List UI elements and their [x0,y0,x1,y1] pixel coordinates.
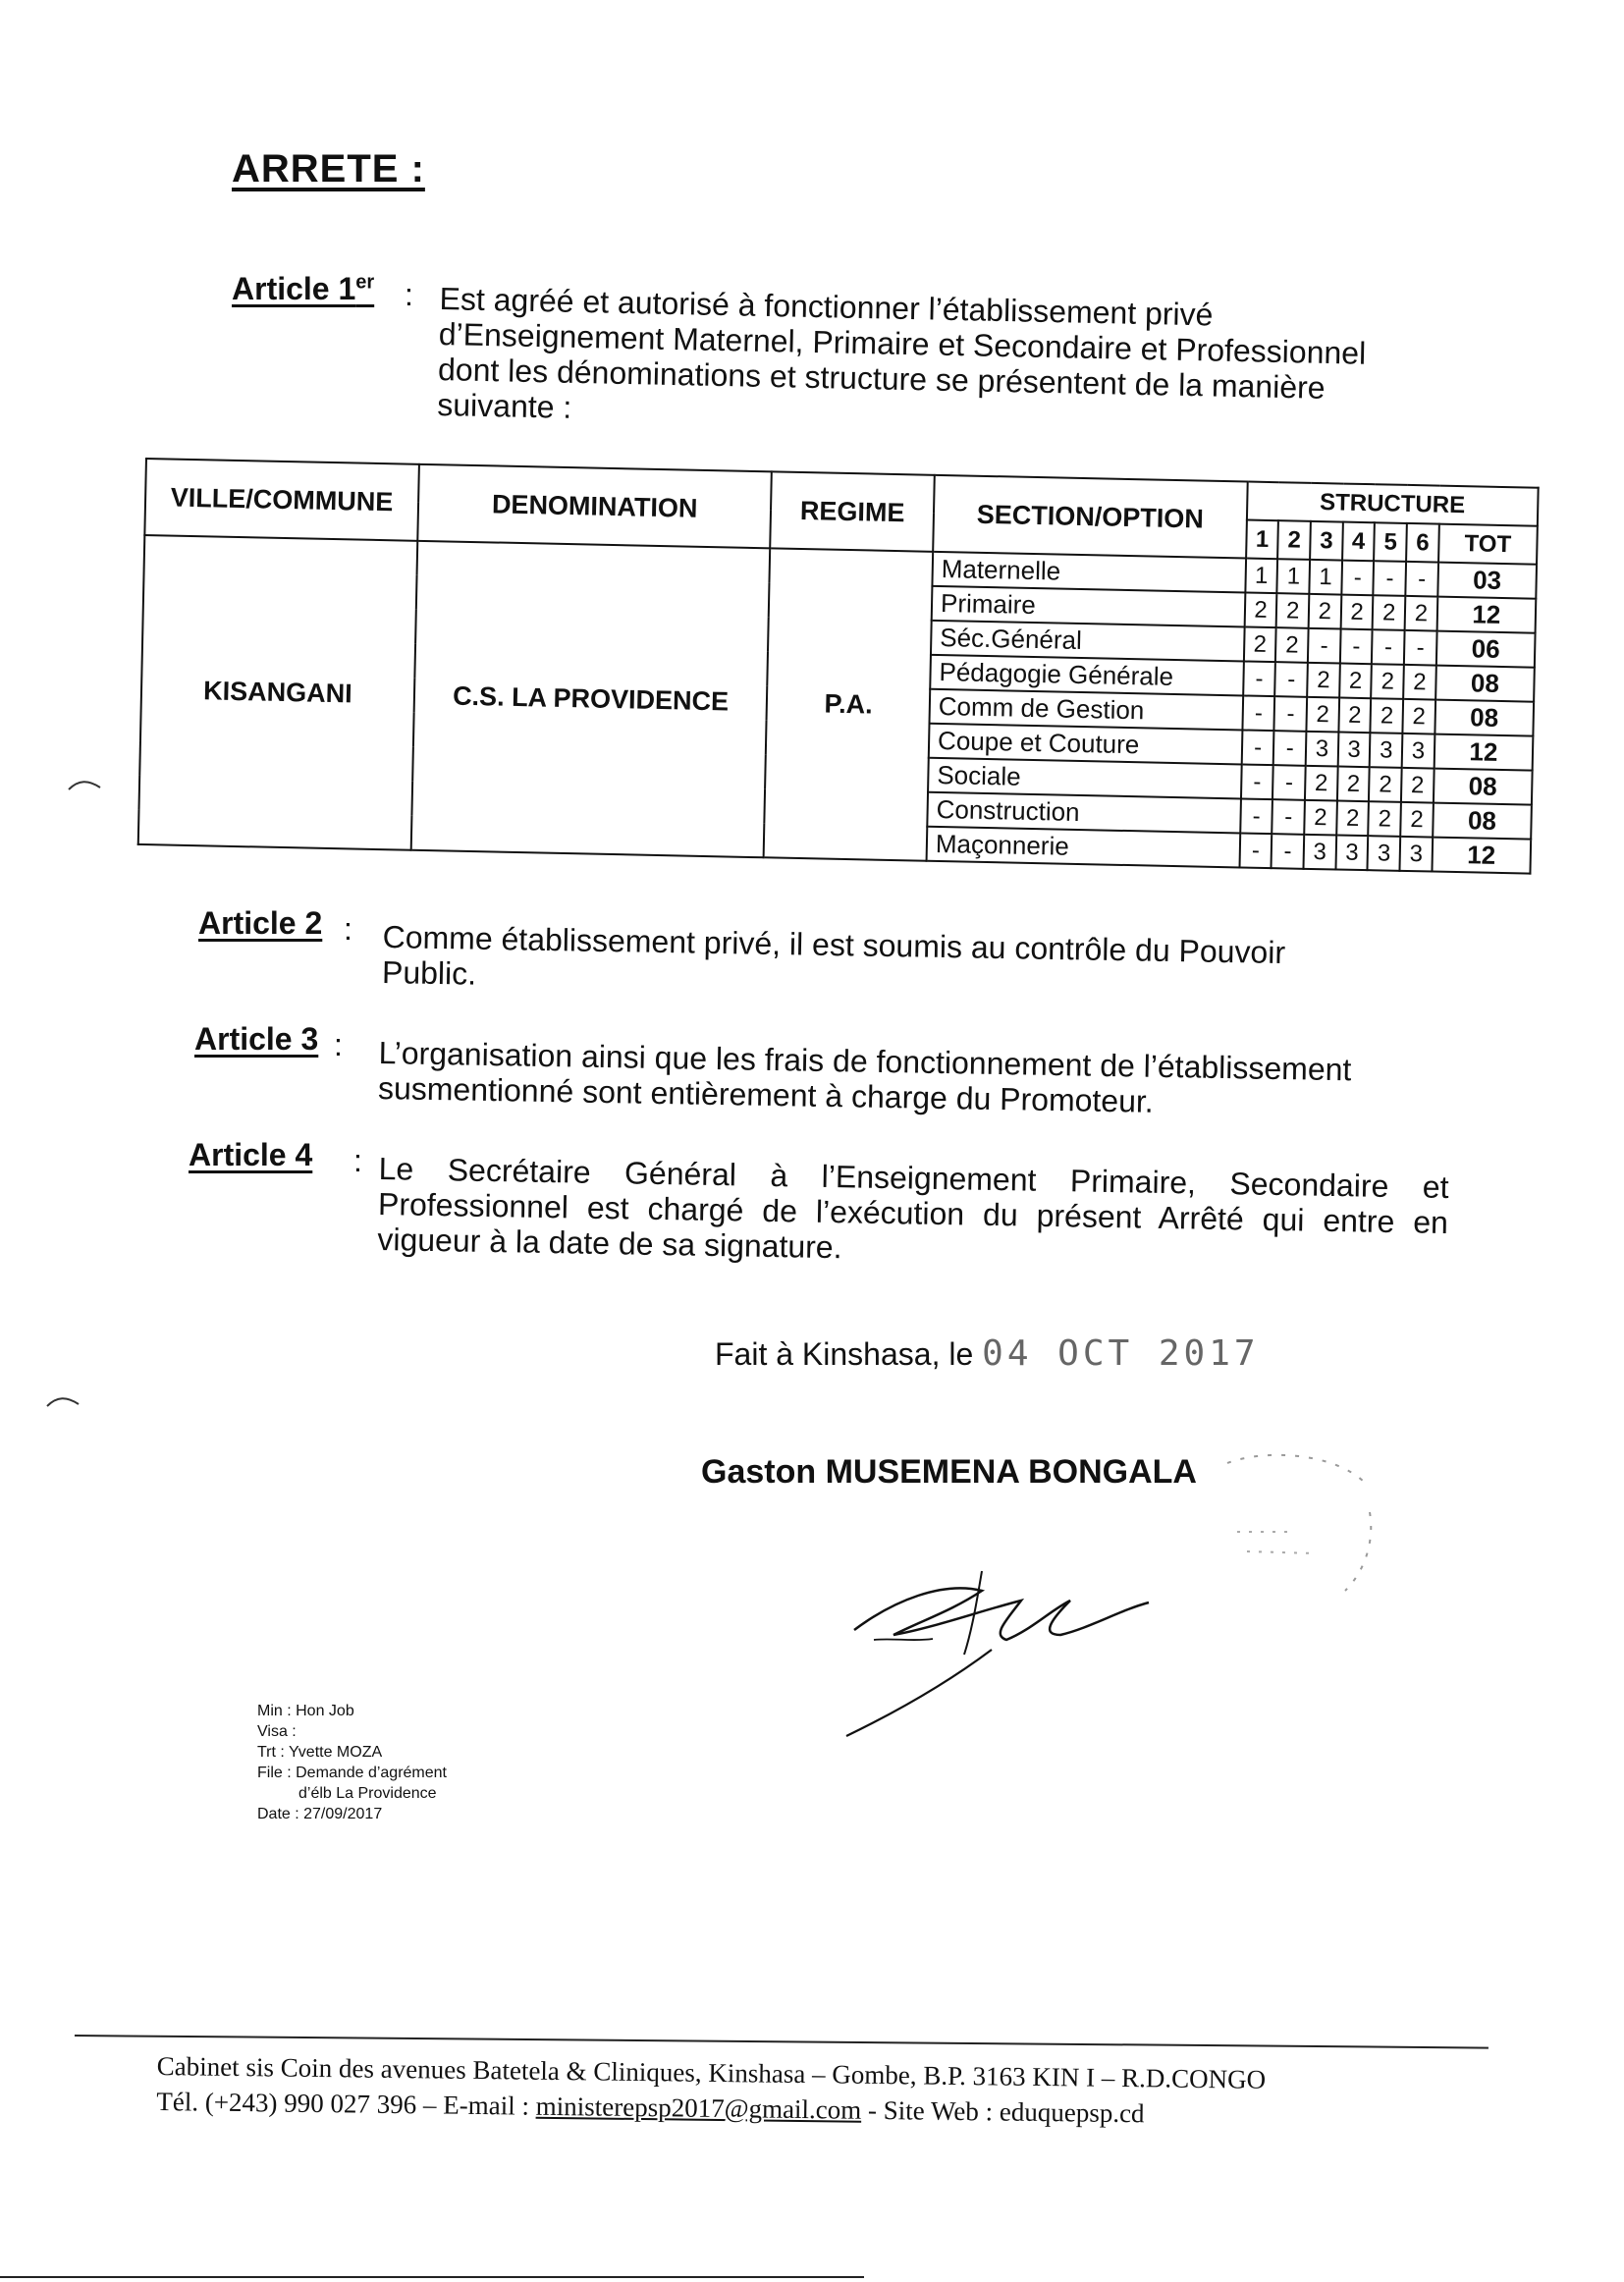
footer-phone: Tél. (+243) 990 027 396 – E-mail : [156,2086,530,2121]
cell-value: 3 [1306,732,1338,767]
cell-value: - [1308,628,1340,664]
article-4-label: Article 4 [189,1137,313,1172]
article-2-label: Article 2 [198,905,323,941]
col-denomination: DENOMINATION [417,464,772,549]
cell-value: - [1272,799,1305,835]
cell-value: 2 [1339,664,1372,699]
col-regime: REGIME [771,471,935,551]
cell-value: 2 [1369,767,1401,802]
cell-value: 2 [1400,802,1433,838]
article-4-colon: : [353,1143,362,1178]
article-2-text: Comme établissement privé, il est soumis au contrôle du Pouvoir Public. [381,919,1286,992]
structure-table [137,458,1540,875]
col-structure: STRUCTURE [1247,482,1539,526]
col-year-6: 6 [1406,523,1438,563]
cell-value: 2 [1340,595,1373,630]
cell-section: Primaire [932,586,1245,627]
cell-value: 2 [1337,767,1370,802]
cell-value: 2 [1338,698,1371,734]
footer-address: Cabinet sis Coin des avenues Batetela & Cliniques, Kinshasa – Gombe, B.P. 3163 KIN I – R.D.CONGO [156,2050,1267,2094]
cell-section: Maternelle [932,552,1245,593]
signature-icon [835,1542,1159,1738]
article-1-colon: : [405,277,413,312]
cell-value: 2 [1369,801,1401,837]
margin-mark-icon [43,1392,82,1412]
cell-value: - [1243,661,1275,696]
cell-value: - [1239,833,1272,868]
col-year-2: 2 [1277,520,1310,560]
cell-value: 3 [1402,734,1435,769]
cell-value: 2 [1401,768,1434,803]
cell-value: - [1341,561,1374,596]
cell-value: - [1275,662,1308,697]
cell-value: 2 [1276,593,1309,628]
col-year-3: 3 [1310,521,1342,561]
ref-line: d’élb La Providence [298,1785,437,1802]
cell-value: - [1372,629,1404,665]
article-2-colon: : [344,911,352,947]
cell-value: - [1273,731,1306,766]
article-1-label [232,271,374,307]
cell-denomination: C.S. LA PROVIDENCE [411,541,771,857]
cell-value: 2 [1307,663,1339,698]
footer-website: - Site Web : eduquepsp.cd [867,2094,1145,2129]
cell-value: 2 [1305,766,1337,801]
col-section: SECTION/OPTION [933,475,1247,559]
cell-total: 08 [1435,666,1535,702]
article-1-label-sup: er [355,271,375,294]
cell-value: - [1241,730,1273,765]
stamp-icon [1208,1443,1384,1610]
cell-value: 2 [1244,592,1276,627]
cell-total: 06 [1436,631,1536,668]
cell-value: 3 [1368,836,1400,871]
cell-value: 2 [1304,800,1336,836]
col-ville: VILLE/COMMUNE [144,459,418,541]
article-3-colon: : [334,1027,343,1062]
article-1-label-text: Article 1 [232,271,356,306]
article-1-text: Est agréé et autorisé à fonctionner l’établissement privé d’Enseignement Maternel, Primaire et Secondaire et Professionnel dont les dénominations et structure se présentent de la manière suivante : [436,281,1367,425]
cell-value: 2 [1405,596,1437,631]
bottom-rule [0,2276,864,2278]
cell-value: - [1374,561,1406,596]
cell-value: - [1241,764,1273,799]
ref-line: File : Demande d’agrément [257,1765,447,1781]
cell-value: 1 [1309,560,1341,595]
cell-value: 3 [1337,733,1370,768]
cell-section: Construction [927,792,1240,834]
cell-total: 12 [1432,838,1531,874]
place-date-text: Fait à Kinshasa, le [715,1336,974,1372]
cell-section: Coupe et Couture [929,724,1242,765]
cell-value: 2 [1371,698,1403,734]
place-date-line [715,1333,1260,1374]
cell-value: 2 [1306,697,1338,733]
cell-section: Maçonnerie [927,827,1240,868]
cell-value: 2 [1309,594,1341,629]
cell-value: 2 [1275,627,1308,663]
article-4-text: Le Secrétaire Général à l’Enseignement Primaire, Secondaire et Professionnel est chargé de l’exécution du présent Arrêté qui entre en vigueur à la date de sa signature. [377,1151,1449,1266]
cell-value: 3 [1335,835,1368,870]
cell-value: - [1272,834,1304,869]
cell-value: 3 [1400,837,1433,872]
cell-value: 3 [1370,733,1402,768]
cell-total: 12 [1436,597,1536,633]
ref-line: Date : 27/09/2017 [257,1806,383,1822]
cell-value: 2 [1373,595,1405,630]
cell-value: 1 [1277,559,1310,594]
col-tot: TOT [1438,524,1538,565]
cell-regime: P.A. [764,548,933,860]
cell-value: 2 [1403,699,1435,734]
cell-value: - [1272,765,1305,800]
col-year-1: 1 [1246,520,1278,560]
ref-line: Min : Hon Job [257,1703,354,1719]
col-year-4: 4 [1342,522,1375,562]
cell-value: - [1240,798,1272,834]
cell-value: 2 [1244,626,1276,662]
reference-block [257,1701,447,1824]
cell-section: Sociale [928,758,1241,799]
col-year-5: 5 [1375,522,1407,562]
cell-value: - [1340,629,1373,665]
cell-value: 3 [1304,835,1336,870]
cell-value: 1 [1245,558,1277,593]
cell-value: - [1274,696,1307,732]
footer-rule [75,2035,1489,2049]
ref-line: Trt : Yvette MOZA [257,1744,383,1761]
signer-name: Gaston MUSEMENA BONGALA [701,1453,1197,1491]
cell-total: 12 [1434,734,1533,771]
article-3-label: Article 3 [194,1021,319,1057]
cell-value: 2 [1372,664,1404,699]
cell-total: 08 [1433,803,1532,840]
cell-total: 08 [1435,700,1534,736]
cell-section: Séc.Général [931,621,1244,662]
footer-email-link[interactable]: ministerepsp2017@gmail.com [535,2091,862,2125]
cell-section: Comm de Gestion [929,689,1242,731]
cell-total: 03 [1437,563,1537,599]
cell-total: 08 [1434,769,1533,805]
cell-ville: KISANGANI [138,535,417,850]
cell-value: 2 [1403,665,1435,700]
cell-value: 2 [1336,800,1369,836]
date-stamp: 04 OCT 2017 [982,1333,1260,1374]
cell-value: - [1405,562,1437,597]
ref-line: Visa : [257,1723,297,1740]
footer [156,2048,1266,2133]
cell-value: - [1404,630,1436,666]
cell-section: Pédagogie Générale [930,655,1243,696]
cell-value: - [1242,695,1274,731]
margin-mark-icon [65,776,104,795]
page-title: ARRETE : [232,147,425,190]
article-3-text: L’organisation ainsi que les frais de fonctionnement de l’établissement susmentionné sont entièrement à charge du Promoteur. [377,1035,1352,1119]
